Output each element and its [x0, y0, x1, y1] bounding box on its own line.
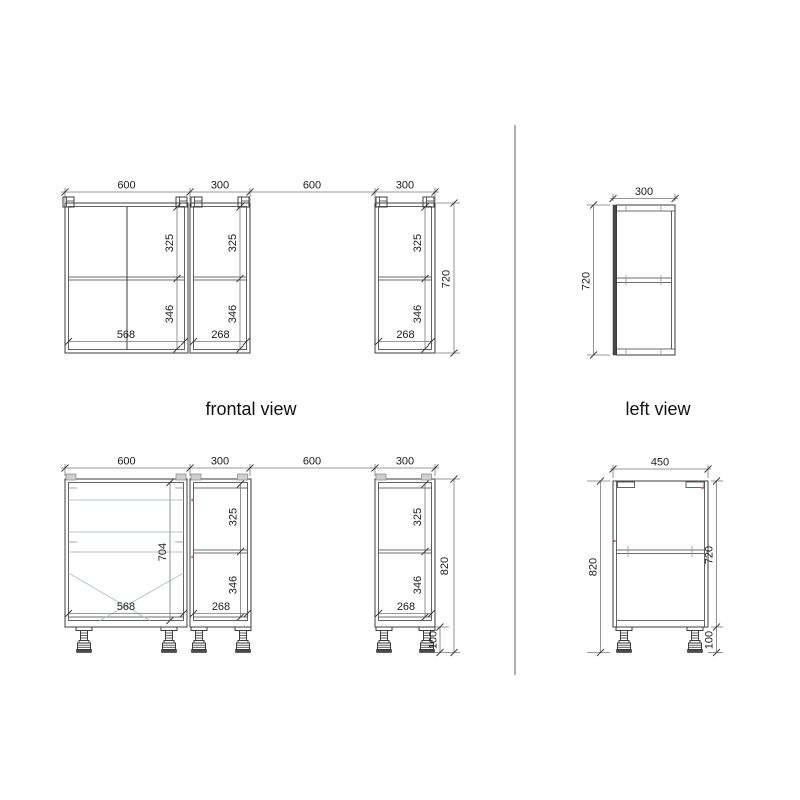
dim-wall-leftview-height: 720: [580, 271, 593, 291]
dim-wall-cab2-width: 300: [210, 179, 230, 192]
hanging-bracket-icon: [176, 197, 187, 207]
dim-base-leftview-height: 820: [587, 557, 600, 577]
adjustable-leg-icon: [191, 627, 207, 653]
adjustable-leg-icon: [687, 627, 703, 653]
dim-base-cab3-height: 820: [439, 556, 451, 576]
fitting-mark: [701, 487, 704, 490]
dim-wall-cab1-bottom-section: 346: [164, 304, 176, 324]
top-rail-back: [686, 482, 704, 488]
dim-wall-cab1-top-section: 325: [164, 233, 176, 253]
base-cabinet-600: [65, 474, 187, 653]
dim-base-cab3-inner-width: 268: [396, 601, 416, 613]
dim-wall-cab3-width: 300: [395, 179, 415, 192]
base-cabinet-left-view-drawing: [587, 457, 723, 657]
dim-wall-gap: 600: [302, 179, 322, 192]
door-panel-side: [613, 205, 617, 355]
dim-base-gap: 600: [302, 455, 322, 468]
dim-base-leftview-legs: 100: [703, 630, 716, 650]
dim-wall-cab3-inner-width: 268: [396, 329, 415, 341]
dim-base-cab2-bottom-section: 346: [227, 575, 240, 595]
corner-bracket-icon: [422, 474, 432, 480]
dim-base-cab3-width: 300: [395, 455, 415, 468]
dim-base-leftview-depth: 450: [650, 456, 670, 469]
hanging-bracket-icon: [423, 197, 434, 207]
wall-cabinet-600: [63, 197, 188, 353]
corner-bracket-icon: [238, 474, 248, 480]
wall-cabinet-300: [190, 197, 250, 353]
wall-cabinet-300-single: [375, 197, 460, 357]
wall-cabinet-left-view-drawing: [581, 186, 679, 359]
dim-wall-cab2-bottom-section: 346: [227, 304, 239, 324]
adjustable-leg-icon: [376, 627, 392, 653]
dim-wall-cab3-height: 720: [440, 269, 453, 289]
dim-base-cab1-inner-width: 568: [116, 601, 136, 613]
dim-base-cab2-top-section: 325: [227, 507, 240, 527]
left-view-label: left view: [625, 399, 691, 419]
wall-cabinets-frontal-drawing: [61, 180, 460, 357]
dim-wall-cab3-top-section: 325: [412, 233, 424, 253]
adjustable-leg-icon: [235, 627, 251, 653]
corner-bracket-icon: [176, 474, 186, 480]
dim-base-leftview-carcass-height: 720: [703, 545, 716, 565]
dim-wall-cab2-top-section: 325: [227, 233, 239, 253]
dim-base-cab1-inner-height: 704: [157, 542, 169, 562]
dim-base-cab3-top-section: 325: [412, 507, 424, 527]
base-cabinet-300: [190, 474, 251, 653]
top-rail-front: [618, 482, 635, 488]
dim-base-cab2-width: 300: [210, 455, 230, 468]
fitting-mark: [191, 556, 194, 559]
base-cabinets-frontal-drawing: [61, 456, 460, 657]
adjustable-leg-icon: [161, 627, 177, 653]
dim-wall-cab3-bottom-section: 346: [412, 304, 424, 324]
hanging-bracket-icon: [376, 197, 387, 207]
wall-top-dimension-chain: [61, 180, 439, 203]
dim-wall-cab2-inner-width: 268: [211, 329, 230, 341]
base-cabinet-300-single: [375, 474, 460, 656]
dim-base-cab3-legs: 100: [427, 630, 440, 650]
dim-base-cab1-width: 600: [117, 455, 136, 468]
fitting-mark: [191, 499, 194, 502]
frontal-view-label: frontal view: [205, 399, 297, 419]
adjustable-leg-icon: [76, 627, 92, 653]
dim-wall-cab1-width: 600: [117, 179, 136, 192]
corner-bracket-icon: [66, 474, 76, 480]
fitting-mark: [613, 540, 616, 543]
adjustable-leg-icon: [616, 627, 632, 653]
dim-wall-leftview-depth: 300: [634, 186, 654, 198]
hanging-bracket-icon: [191, 197, 202, 207]
dim-wall-cab1-inner-width: 568: [116, 329, 136, 341]
corner-bracket-icon: [376, 474, 386, 480]
hanging-bracket-icon: [238, 197, 249, 207]
corner-bracket-icon: [191, 474, 201, 480]
dim-base-cab2-inner-width: 268: [211, 601, 231, 613]
dim-base-cab3-bottom-section: 346: [412, 575, 424, 595]
base-top-dimension-chain: [61, 456, 439, 477]
